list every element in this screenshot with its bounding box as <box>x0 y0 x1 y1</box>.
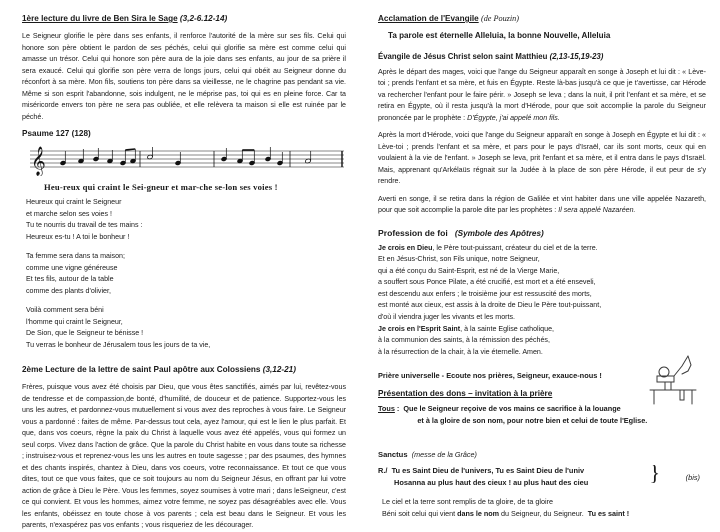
second-reading-text: Frères, puisque vous avez été choisis par Dieu, que vous êtes sanctifiés, aimés par lui, revêtez-vous de tendresse et de compassion,de bonté, d'humilité, de douceur et de patience. Supportez-vous les uns les autres, et pardonnez-vous mutuellement si vous avez des reproches à vous faire. Le Seigneur vous a pardonné : faites de même. Par-dessus tout cela, ayez l'amour, qui est le lien le plus parfait. Et que, dans vos coeurs, règne la paix du Christ à laquelle vous avez été appelés, vous qui formez un seul corps. Vivez dans l'action de grâce. Que la parole du Christ habite en vous dans toute sa richesse ; instruisez-vous et reprenez-vous les uns les autres en toute sagesse ; par des psaumes, des hymnes et des chants inspirés, chantez à Dieu, dans vos coeurs, votre reconnaissance. Et tout ce que vous dites, tout ce que vous faites, que ce soit toujours au nom du Seigneur Jésus, en offrant par lui votre action de grâce à Dieu le Père. Vous les femmes, soyez soumises à votre mari ; dans leSeigneur, c'est ce qui convient. Et vous les hommes, aimez votre femme, ne soyez pas désagréables avec elle. Vous les enfants, obéissez en toute chose à vos parents ; cela est beau dans le Seigneur. Et vous les parents, n'exaspérez pas vos enfants ; vous risqueriez de les décourager. <box>22 383 346 530</box>
right-column <box>360 0 720 518</box>
psalm-stanza-1 <box>26 197 346 243</box>
presentation-title: Présentation des dons – invitation à la prière <box>378 389 553 399</box>
creed-line <box>378 335 706 347</box>
gospel-paragraph-1 <box>378 67 706 124</box>
first-reading-reference: (3,2-6.12-14) <box>179 14 228 23</box>
creed-text <box>378 243 706 359</box>
psalm-line: Et tes fils, autour de la table <box>26 275 114 284</box>
creed-heading <box>378 228 706 238</box>
gospel-p1-quote: D'Égypte, j'ai appelé mon fils. <box>467 113 560 122</box>
tous-label: Tous <box>378 404 395 414</box>
psalm-line: Tu verras le bonheur de Jérusalem tous les jours de ta vie, <box>26 340 211 349</box>
svg-text:𝄞: 𝄞 <box>31 146 46 176</box>
gospel-p1-text: Après le départ des mages, voici que l'ange du Seigneur apparaît en songe à Joseph et lui dit : « Lève-toi ; prends l'enfant et sa mère, et fuis en Égypte. Reste là-bas jusqu'à ce que je t'avertisse, car Hérode va rechercher l'enfant pour le faire périr. » Joseph se leva ; dans la nuit, il prit l'enfant et sa mère, et se retira en Égypte, où il resta jusqu'à la mort d'Hérode, pour que soit accomplie la parole du Seigneur prononcée par le prophète : <box>378 67 706 122</box>
presentation-line-1: Que le Seigneur reçoive de vos mains ce sacrifice à la louange <box>403 404 621 414</box>
gospel-paragraph-3 <box>378 194 706 217</box>
sanctus-verse-2 <box>382 508 706 520</box>
psalm-line: comme une vigne généreuse <box>26 263 118 272</box>
gospel-p3-quote: Il sera appelé Nazaréen. <box>558 206 636 215</box>
sanctus-title: Sanctus <box>378 449 408 459</box>
presentation-text <box>403 403 647 426</box>
psalm-line: comme des plants d'olivier, <box>26 286 111 295</box>
psalm-stanza-2 <box>26 251 346 297</box>
sanctus-verse-1: Le ciel et la terre sont remplis de ta gloire, de ta gloire <box>382 497 553 507</box>
sanctus-verse-2a: Béni soit celui qui vient <box>382 508 458 518</box>
psalm-line: De Sion, que le Seigneur te bénisse ! <box>26 329 144 338</box>
creed-line <box>378 243 706 255</box>
sanctus-heading <box>378 450 706 459</box>
psalm-line: Voilà comment sera béni <box>26 306 104 315</box>
creed-line-rest: a souffert sous Ponce Pilate, a été crucifié, est mort et a été enseveli, <box>378 278 596 287</box>
creed-line-rest: Et en Jésus-Christ, son Fils unique, notre Seigneur, <box>378 255 540 264</box>
acclamation-heading <box>378 14 706 24</box>
second-reading-heading <box>22 365 346 375</box>
psalm-line: Heureux qui craint le Seigneur <box>26 198 122 207</box>
creed-line <box>378 300 706 312</box>
psalm-lyric-line: Heu-reux qui craint le Sei-gneur et mar-che se-lon ses voies ! <box>44 182 278 193</box>
gospel-reference: (2,13-15,19-23) <box>549 51 604 61</box>
creed-line <box>378 289 706 301</box>
priest-at-altar-illustration <box>644 352 708 414</box>
psalm-line: Heureux es-tu ! A toi le bonheur ! <box>26 232 130 241</box>
creed-line-rest: , à la sainte Eglise catholique, <box>460 324 554 333</box>
sanctus-verse-2c: du Seigneur, du Seigneur. <box>499 508 584 518</box>
psalm-line: Ta femme sera dans ta maison; <box>26 252 125 261</box>
acclamation-refrain: Ta parole est éternelle Alleluia, la bonne Nouvelle, Alleluia <box>388 31 611 41</box>
creed-reference: (Symbole des Apôtres) <box>454 228 544 238</box>
psalm-title: Psaume 127 (128) <box>22 129 91 139</box>
sanctus-reference: (messe de la Grâce) <box>411 449 477 459</box>
psalm-music-notation <box>22 146 346 192</box>
sanctus-brace-icon: } <box>649 464 660 485</box>
sanctus-refrain-label: R./ <box>378 465 388 475</box>
creed-line <box>378 254 706 266</box>
gospel-paragraph-2: Après la mort d'Hérode, voici que l'ange du Seigneur apparaît en songe à Joseph en Égypte et lui dit : « Lève-toi ; prends l'enfant et sa mère, et pars pour le pays d'Israël, car ils sont morts, ceux qui en voulaient à la vie de l'enfant. » Joseph se leva, prit l'enfant et sa mère, et il entra dans le pays d'Israël. Mais, apprenant qu'Arkélaüs régnait sur la Judée à la place de son père Hérode, il eut peur de s'y rendre. <box>378 131 706 186</box>
tous-colon: : <box>396 404 400 414</box>
creed-line <box>378 266 706 278</box>
sanctus-refrain <box>378 465 706 489</box>
music-staff-svg <box>28 146 346 176</box>
creed-line-rest: , le Père tout-puissant, créateur du ciel et de la terre. <box>432 243 598 252</box>
second-reading-title: 2ème Lecture de la lettre de saint Paul apôtre aux Colossiens <box>22 365 261 375</box>
creed-line-bold: Je crois en l'Esprit Saint <box>378 324 461 333</box>
second-reading-reference: (3,12-21) <box>262 365 296 375</box>
sanctus-verse-2-bold: dans le nom <box>457 508 500 518</box>
sanctus-bis-label: (bis) <box>685 472 700 482</box>
creed-line-rest: à la résurrection de la chair, à la vie éternelle. Amen. <box>378 347 543 356</box>
acclamation-title: Acclamation de l'Evangile <box>378 14 479 23</box>
creed-line-rest: d'où il viendra juger les vivants et les morts. <box>378 312 515 321</box>
psalm-stanza-3 <box>26 305 346 351</box>
creed-line-rest: qui a été conçu du Saint-Esprit, est né de la Vierge Marie, <box>378 266 560 275</box>
psalm-heading <box>22 129 346 139</box>
creed-line-rest: est monté aux cieux, est assis à la droite de Dieu le Père tout-puissant, <box>378 301 602 310</box>
gospel-heading <box>378 52 706 61</box>
gospel-p3-text: Averti en songe, il se retira dans la région de Galilée et vint habiter dans une ville appelée Nazareth, pour que soit accomplie la parole dite par les prophètes : <box>378 194 706 215</box>
left-column <box>0 0 360 530</box>
presentation-line-2: et à la gloire de son nom, pour notre bien et celui de toute l'Eglise. <box>417 415 648 425</box>
acclamation-reference: (de Pouzin) <box>480 14 519 23</box>
psalm-line: l'homme qui craint le Seigneur, <box>26 317 123 326</box>
psalm-line: et marche selon ses voies ! <box>26 209 112 218</box>
creed-line-bold: Je crois en Dieu <box>378 243 433 252</box>
sanctus-refrain-text-1: Tu es Saint Dieu de l'univers, Tu es Saint Dieu de l'univ <box>391 465 585 475</box>
psalm-verses <box>22 197 346 351</box>
psalm-line: Tu te nourris du travail de tes mains : <box>26 221 143 230</box>
first-reading-text: Le Seigneur glorifie le père dans ses enfants, il renforce l'autorité de la mère sur ses fils. Celui qui honore son père obtient le pardon de ses péchés, celui qui glorifie sa mère est comme celui qui amasse un trésor. Celui qui honore son père aura de la joie dans ses enfants, au jour de sa prière il sera exaucé. Celui qui glorifie son père verra de longs jours, celui qui obéit au Seigneur donne du réconfort à sa mère. Mon fils, soutiens ton père dans sa vieillesse, ne le chagrine pas pendant sa vie. Même si son esprit l'abandonne, sois indulgent, ne le méprise pas, toi qui es en pleine force. Car ta miséricorde envers ton père ne sera pas oubliée, et elle relèvera ta maison si elle est ruinée par le péché. <box>22 32 346 121</box>
gospel-title: Évangile de Jésus Christ selon saint Matthieu <box>378 51 548 61</box>
creed-line-rest: à la communion des saints, à la rémission des péchés, <box>378 336 550 345</box>
creed-title: Profession de foi <box>378 227 448 238</box>
creed-line-rest: est descendu aux enfers ; le troisième jour est ressuscité des morts, <box>378 289 592 298</box>
sanctus-verses <box>378 496 706 519</box>
first-reading-heading <box>22 14 346 24</box>
treble-clef-icon <box>31 146 46 176</box>
sanctus-verse-2-final: Tu es saint ! <box>587 508 630 518</box>
first-reading-title: 1ère lecture du livre de Ben Sira le Sage <box>22 14 178 23</box>
sanctus-refrain-text-2: Hosanna au plus haut des cieux ! au plus haut des cieu <box>394 478 589 488</box>
universal-prayer-line: Prière universelle - Ecoute nos prières, Seigneur, exauce-nous ! <box>378 371 602 381</box>
creed-line <box>378 324 706 336</box>
creed-line <box>378 277 706 289</box>
creed-line <box>378 312 706 324</box>
